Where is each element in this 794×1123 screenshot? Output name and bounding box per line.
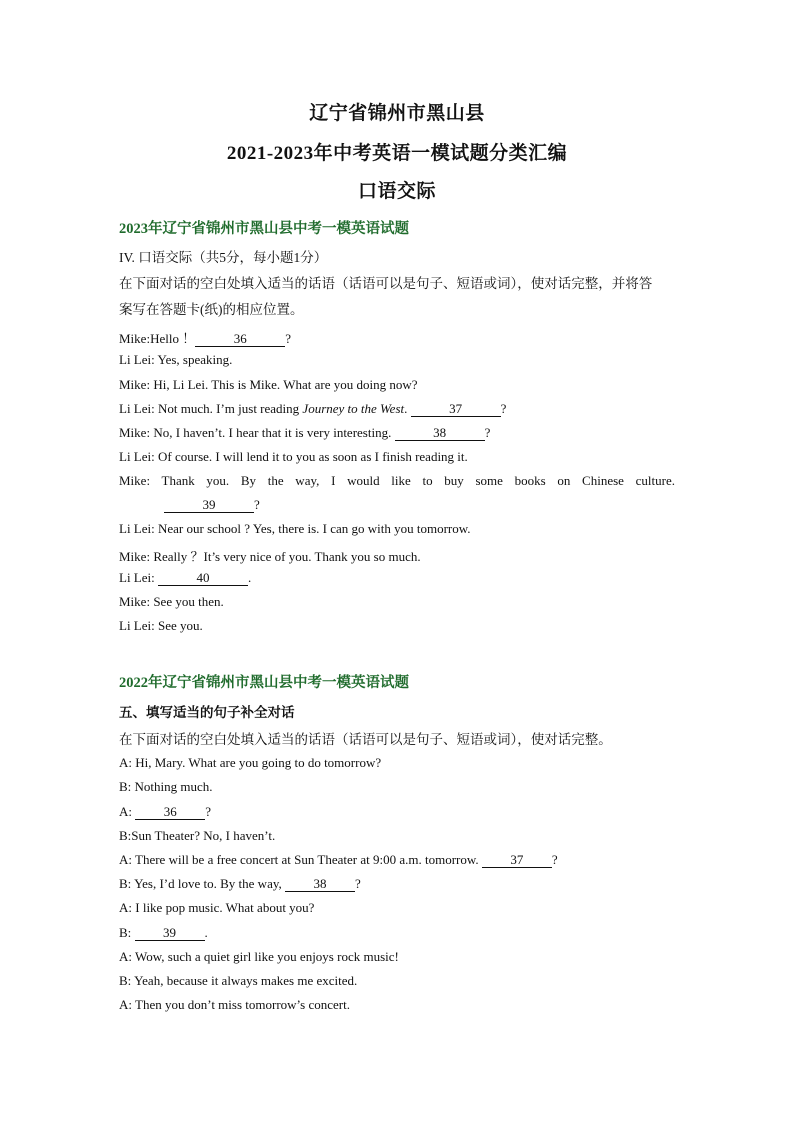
dialog-line: Li Lei: Yes, speaking. <box>119 352 233 367</box>
instruction-line-2: 案写在答题卡(纸)的相应位置。 <box>119 302 304 317</box>
dialog-line-continuation: 39 ? <box>164 497 260 513</box>
speaker: Li Lei: <box>119 352 158 367</box>
title-region: 辽宁省锦州市黑山县 <box>309 103 485 124</box>
section-heading-2023: 2023年辽宁省锦州市黑山县中考一模英语试题 <box>119 221 409 237</box>
answer-blank[interactable]: 39 <box>164 498 254 513</box>
answer-blank[interactable]: 38 <box>285 877 355 892</box>
dialog-line: Mike: Thank you. By the way, I would like to buy some books on Chinese culture. <box>119 473 675 488</box>
title-exam: 2021-2023年中考英语一模试题分类汇编 <box>226 143 568 164</box>
instruction-line: 在下面对话的空白处填入适当的话语（话语可以是句子、短语或词），使对话完整。 <box>119 732 612 747</box>
dialog-line: Mike:Hello ！ 36 ? <box>119 331 291 346</box>
speaker: Mike: <box>119 331 151 346</box>
dialog-line: B:Sun Theater? No, I haven’t. <box>119 828 276 843</box>
dialog-line: Li Lei: Near our school ? Yes, there is. I can go with you tomorrow. <box>119 521 471 536</box>
speaker: Mike: <box>119 425 154 440</box>
dialog-line: A: I like pop music. What about you? <box>119 900 315 915</box>
title-topic: 口语交际 <box>357 181 436 202</box>
dialog-line: Mike: Hi, Li Lei. This is Mike. What are you doing now? <box>119 377 418 392</box>
speaker: A: <box>119 900 136 915</box>
speaker: Mike: <box>119 473 162 488</box>
instruction-line-1: 在下面对话的空白处填入适当的话语（话语可以是句子、短语或词），使对话完整，并将答 <box>119 276 653 291</box>
speaker: Li Lei: <box>119 521 158 536</box>
dialog-line: B: 39 . <box>119 925 208 940</box>
dialog-line: Mike: See you then. <box>119 594 224 609</box>
dialog-line: Mike: Really ？It’s very nice of you. Thank you so much. <box>119 549 421 564</box>
dialog-line: A: Then you don’t miss tomorrow’s concert. <box>119 997 350 1012</box>
dialog-line: Mike: No, I haven’t. I hear that it is very interesting. 38 ? <box>119 425 491 440</box>
answer-blank[interactable]: 40 <box>158 571 248 586</box>
speaker: Mike: <box>119 549 154 564</box>
speaker: Li Lei: <box>119 618 158 633</box>
dialog-line: A: Wow, such a quiet girl like you enjoys rock music! <box>119 949 399 964</box>
answer-blank[interactable]: 38 <box>395 426 485 441</box>
part-label-2023: IV. 口语交际（共5分，每小题1分） <box>119 250 328 265</box>
speaker: Mike: <box>119 594 154 609</box>
speaker: B: <box>119 925 135 940</box>
dialog-line: Li Lei: Not much. I’m just reading Journey to the West. 37 ? <box>119 401 507 416</box>
speaker: A: <box>119 949 136 964</box>
dialog-line: B: Nothing much. <box>119 779 213 794</box>
speaker: A: <box>119 755 136 770</box>
speaker: Li Lei: <box>119 401 158 416</box>
speaker: Li Lei: <box>119 570 158 585</box>
speaker: B: <box>119 779 135 794</box>
answer-blank[interactable]: 37 <box>411 402 501 417</box>
part-label-2022: 五、填写适当的句子补全对话 <box>119 705 295 720</box>
speaker: B: <box>119 973 135 988</box>
speaker: Li Lei: <box>119 449 158 464</box>
dialog-line: B: Yes, I’d love to. By the way, 38 ? <box>119 876 361 891</box>
answer-blank[interactable]: 36 <box>195 332 285 347</box>
dialog-line: Li Lei: 40 . <box>119 570 252 585</box>
dialog-line: Li Lei: Of course. I will lend it to you as soon as I finish reading it. <box>119 449 468 464</box>
speaker: B: <box>119 876 135 891</box>
section-heading-2022: 2022年辽宁省锦州市黑山县中考一模英语试题 <box>119 675 409 691</box>
dialog-line: A: There will be a free concert at Sun Theater at 9:00 a.m. tomorrow. 37 ? <box>119 852 558 867</box>
answer-blank[interactable]: 37 <box>482 853 552 868</box>
book-title: Journey to the West <box>302 401 405 416</box>
dialog-line: B: Yeah, because it always makes me excited. <box>119 973 358 988</box>
speaker: A: <box>119 852 136 867</box>
dialog-line: Li Lei: See you. <box>119 618 203 633</box>
speaker: A: <box>119 804 136 819</box>
speaker: Mike: <box>119 377 154 392</box>
answer-blank[interactable]: 36 <box>135 805 205 820</box>
dialog-line: A: Hi, Mary. What are you going to do tomorrow? <box>119 755 382 770</box>
answer-blank[interactable]: 39 <box>135 926 205 941</box>
dialog-line: A: 36 ? <box>119 804 212 819</box>
speaker: A: <box>119 997 136 1012</box>
